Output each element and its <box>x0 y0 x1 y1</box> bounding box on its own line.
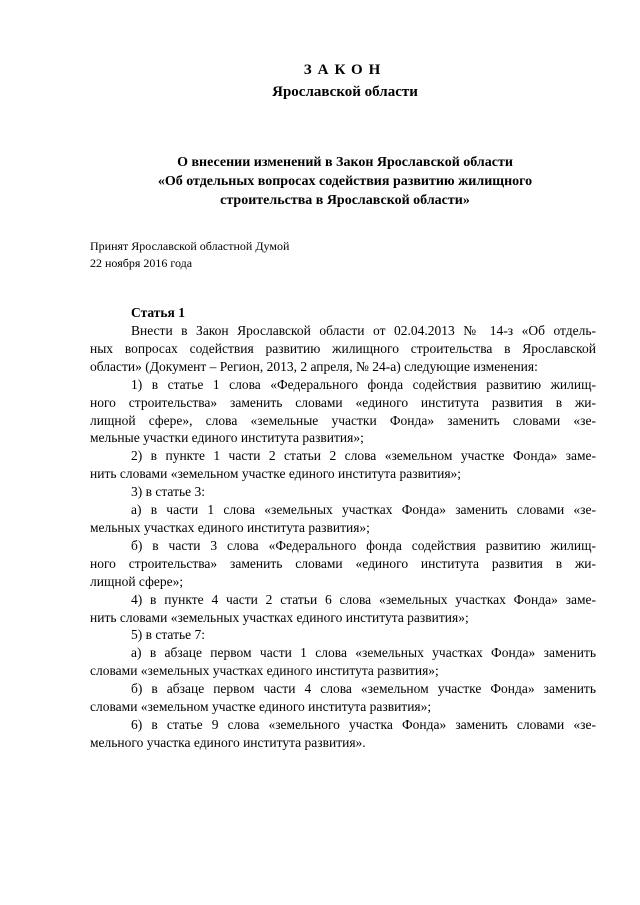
body-line: лищной сфере»; <box>90 573 184 589</box>
body-line: ных вопросах содействия развитию жилищного строительства в Ярославской <box>90 340 596 356</box>
body-line: ного строительства» заменить словами «единого института развития в жи- <box>90 555 596 571</box>
body-line: ного строительства» заменить словами «единого института развития в жи- <box>90 394 596 410</box>
adoption-info <box>90 238 289 272</box>
body-line: мельного участка единого института развития». <box>90 734 366 750</box>
subject-line: О внесении изменений в Закон Ярославской области <box>177 155 513 170</box>
body-line: а) в части 1 слова «земельных участках Фонда» заменить словами «зе- <box>131 502 596 518</box>
body-line: 1) в статье 1 слова «Федерального фонда содействия развитию жилищ- <box>131 376 596 392</box>
law-subject <box>0 153 640 210</box>
body-line: нить словами «земельных участках единого института развития»; <box>90 609 469 625</box>
law-title: ЗАКОН <box>303 62 387 78</box>
subject-line: «Об отдельных вопросах содействия развитию жилищного <box>157 174 533 189</box>
adoption-body: Принят Ярославской областной Думой <box>90 239 290 253</box>
body-line: области» (Документ – Регион, 2013, 2 апреля, № 24-а) следующие изменения: <box>90 358 538 374</box>
body-line: 2) в пункте 1 части 2 статьи 2 слова «земельном участке Фонда» заме- <box>131 448 596 464</box>
body-line: словами «земельных участках единого института развития»; <box>90 663 439 679</box>
body-line: мельных участках единого института развития»; <box>90 519 370 535</box>
region-title: Ярославской области <box>272 84 418 100</box>
body-line: а) в абзаце первом части 1 слова «земельных участках Фонда» заменить <box>131 645 596 661</box>
body-line: нить словами «земельном участке единого института развития»; <box>90 466 462 482</box>
article-title: Статья 1 <box>131 305 185 320</box>
body-line: 5) в статье 7: <box>131 627 205 643</box>
body-line: мельные участки единого института развития»; <box>90 430 364 446</box>
body-line: лищной сфере», слова «земельные участки Фонда» заменить словами «зе- <box>90 412 596 428</box>
article-body <box>90 322 596 752</box>
body-line: б) в части 3 слова «Федерального фонда содействия развитию жилищ- <box>131 537 596 553</box>
body-line: б) в абзаце первом части 4 слова «земельном участке Фонда» заменить <box>131 681 596 697</box>
body-line: словами «земельном участке единого института развития»; <box>90 699 432 715</box>
adoption-date: 22 ноября 2016 года <box>90 256 193 270</box>
body-line: 6) в статье 9 слова «земельного участка Фонда» заменить словами «зе- <box>131 716 596 732</box>
body-line: 4) в пункте 4 части 2 статьи 6 слова «земельных участках Фонда» заме- <box>131 591 596 607</box>
body-line: Внести в Закон Ярославской области от 02.04.2013 № 14-з «Об отдель- <box>131 323 596 338</box>
body-line: 3) в статье 3: <box>131 484 205 500</box>
subject-line: строительства в Ярославской области» <box>220 193 470 208</box>
